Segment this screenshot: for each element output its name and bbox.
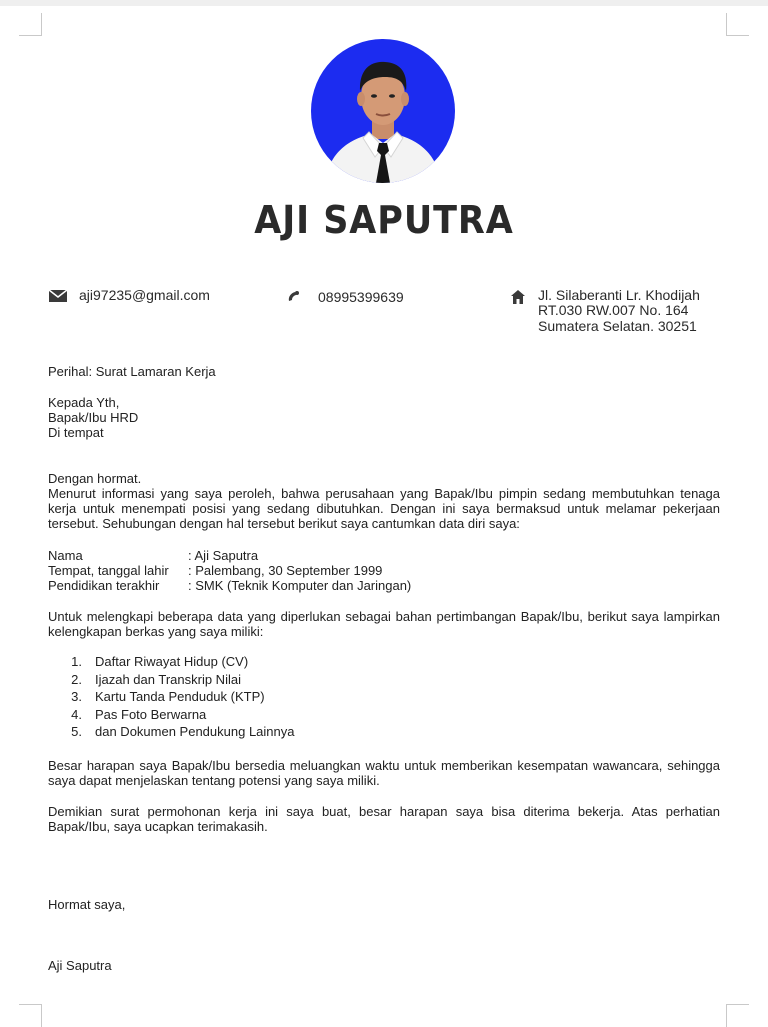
recipient-block (48, 395, 720, 440)
address-line-1: Jl. Silaberanti Lr. Khodijah (538, 287, 700, 303)
viewer-top-bar (0, 0, 768, 6)
attachments-intro-paragraph: Untuk melengkapi beberapa data yang diperlukan sebagai bahan pertimbangan Bapak/Ibu, berikut saya lampirkan kelengkapan berkas yang saya miliki: (48, 609, 720, 639)
detail-row (48, 563, 720, 578)
address-line-2: RT.030 RW.007 No. 164 (538, 302, 689, 318)
page-corner-mark-top-left (19, 13, 42, 36)
detail-row (48, 548, 720, 563)
hope-paragraph: Besar harapan saya Bapak/Ibu bersedia meluangkan waktu untuk memberikan kesempatan wawancara, sehingga saya dapat menjelaskan tentang potensi yang saya miliki. (48, 758, 720, 788)
email-text: aji97235@gmail.com (79, 287, 210, 303)
list-text: Ijazah dan Transkrip Nilai (95, 671, 241, 687)
list-text: Kartu Tanda Penduduk (KTP) (95, 689, 265, 704)
letter-subject (48, 364, 720, 379)
list-number: 1. (71, 654, 82, 669)
hope-block (48, 758, 720, 788)
profile-photo (311, 39, 455, 183)
signature-block (48, 958, 720, 973)
closing-block (48, 804, 720, 834)
envelope-icon (48, 288, 68, 306)
contact-address (510, 288, 725, 336)
address-line-3: Sumatera Selatan. 30251 (538, 318, 697, 334)
greeting: Dengan hormat. (48, 471, 142, 486)
list-item (48, 707, 720, 725)
list-item (48, 672, 720, 690)
signoff: Hormat saya, (48, 897, 126, 912)
personal-details (48, 548, 720, 593)
page-corner-mark-top-right (726, 13, 749, 36)
list-item (48, 724, 720, 742)
detail-value: : Aji Saputra (188, 548, 259, 563)
subject-line: Perihal: Surat Lamaran Kerja (48, 364, 216, 379)
list-text: Pas Foto Berwarna (95, 706, 207, 722)
contact-phone (286, 289, 446, 305)
recipient-line-2: Bapak/Ibu HRD (48, 410, 139, 425)
phone-icon (286, 289, 302, 308)
detail-label: Tempat, tanggal lahir (48, 563, 169, 578)
recipient-line-1: Kepada Yth, (48, 395, 120, 410)
attachments-intro (48, 609, 720, 639)
signature-name: Aji Saputra (48, 958, 112, 973)
detail-value: : Palembang, 30 September 1999 (188, 563, 383, 578)
detail-label: Nama (48, 548, 83, 563)
contact-email (48, 288, 268, 304)
signoff-block (48, 897, 720, 912)
intro-paragraph: Menurut informasi yang saya peroleh, bahwa perusahaan yang Bapak/Ibu pimpin sedang membutuhkan tenaga kerja untuk menempati posisi yang sedang dibutuhkan. Dengan ini saya bermaksud untuk melamar pekerjaan tersebut. Sehubungan dengan hal tersebut berikut saya cantumkan data diri saya: (48, 486, 720, 531)
recipient-line-3: Di tempat (48, 425, 104, 440)
phone-text: 08995399639 (318, 289, 404, 305)
detail-value: : SMK (Teknik Komputer dan Jaringan) (188, 578, 412, 593)
home-icon (510, 288, 526, 308)
list-number: 3. (71, 689, 82, 704)
opening-block (48, 471, 720, 531)
list-item (48, 654, 720, 672)
applicant-name: AJI SAPUTRA (254, 198, 514, 242)
list-text: Daftar Riwayat Hidup (CV) (95, 654, 249, 669)
detail-row (48, 578, 720, 593)
detail-label: Pendidikan terakhir (48, 578, 160, 593)
list-number: 4. (71, 706, 82, 722)
list-number: 5. (71, 724, 82, 739)
list-text: dan Dokumen Pendukung Lainnya (95, 724, 295, 739)
list-item (48, 689, 720, 707)
list-number: 2. (71, 671, 82, 687)
attachments-list (48, 654, 720, 742)
closing-paragraph: Demikian surat permohonan kerja ini saya buat, besar harapan saya bisa diterima bekerja. Atas perhatian Bapak/Ibu, saya ucapkan terimakasih. (48, 804, 720, 834)
